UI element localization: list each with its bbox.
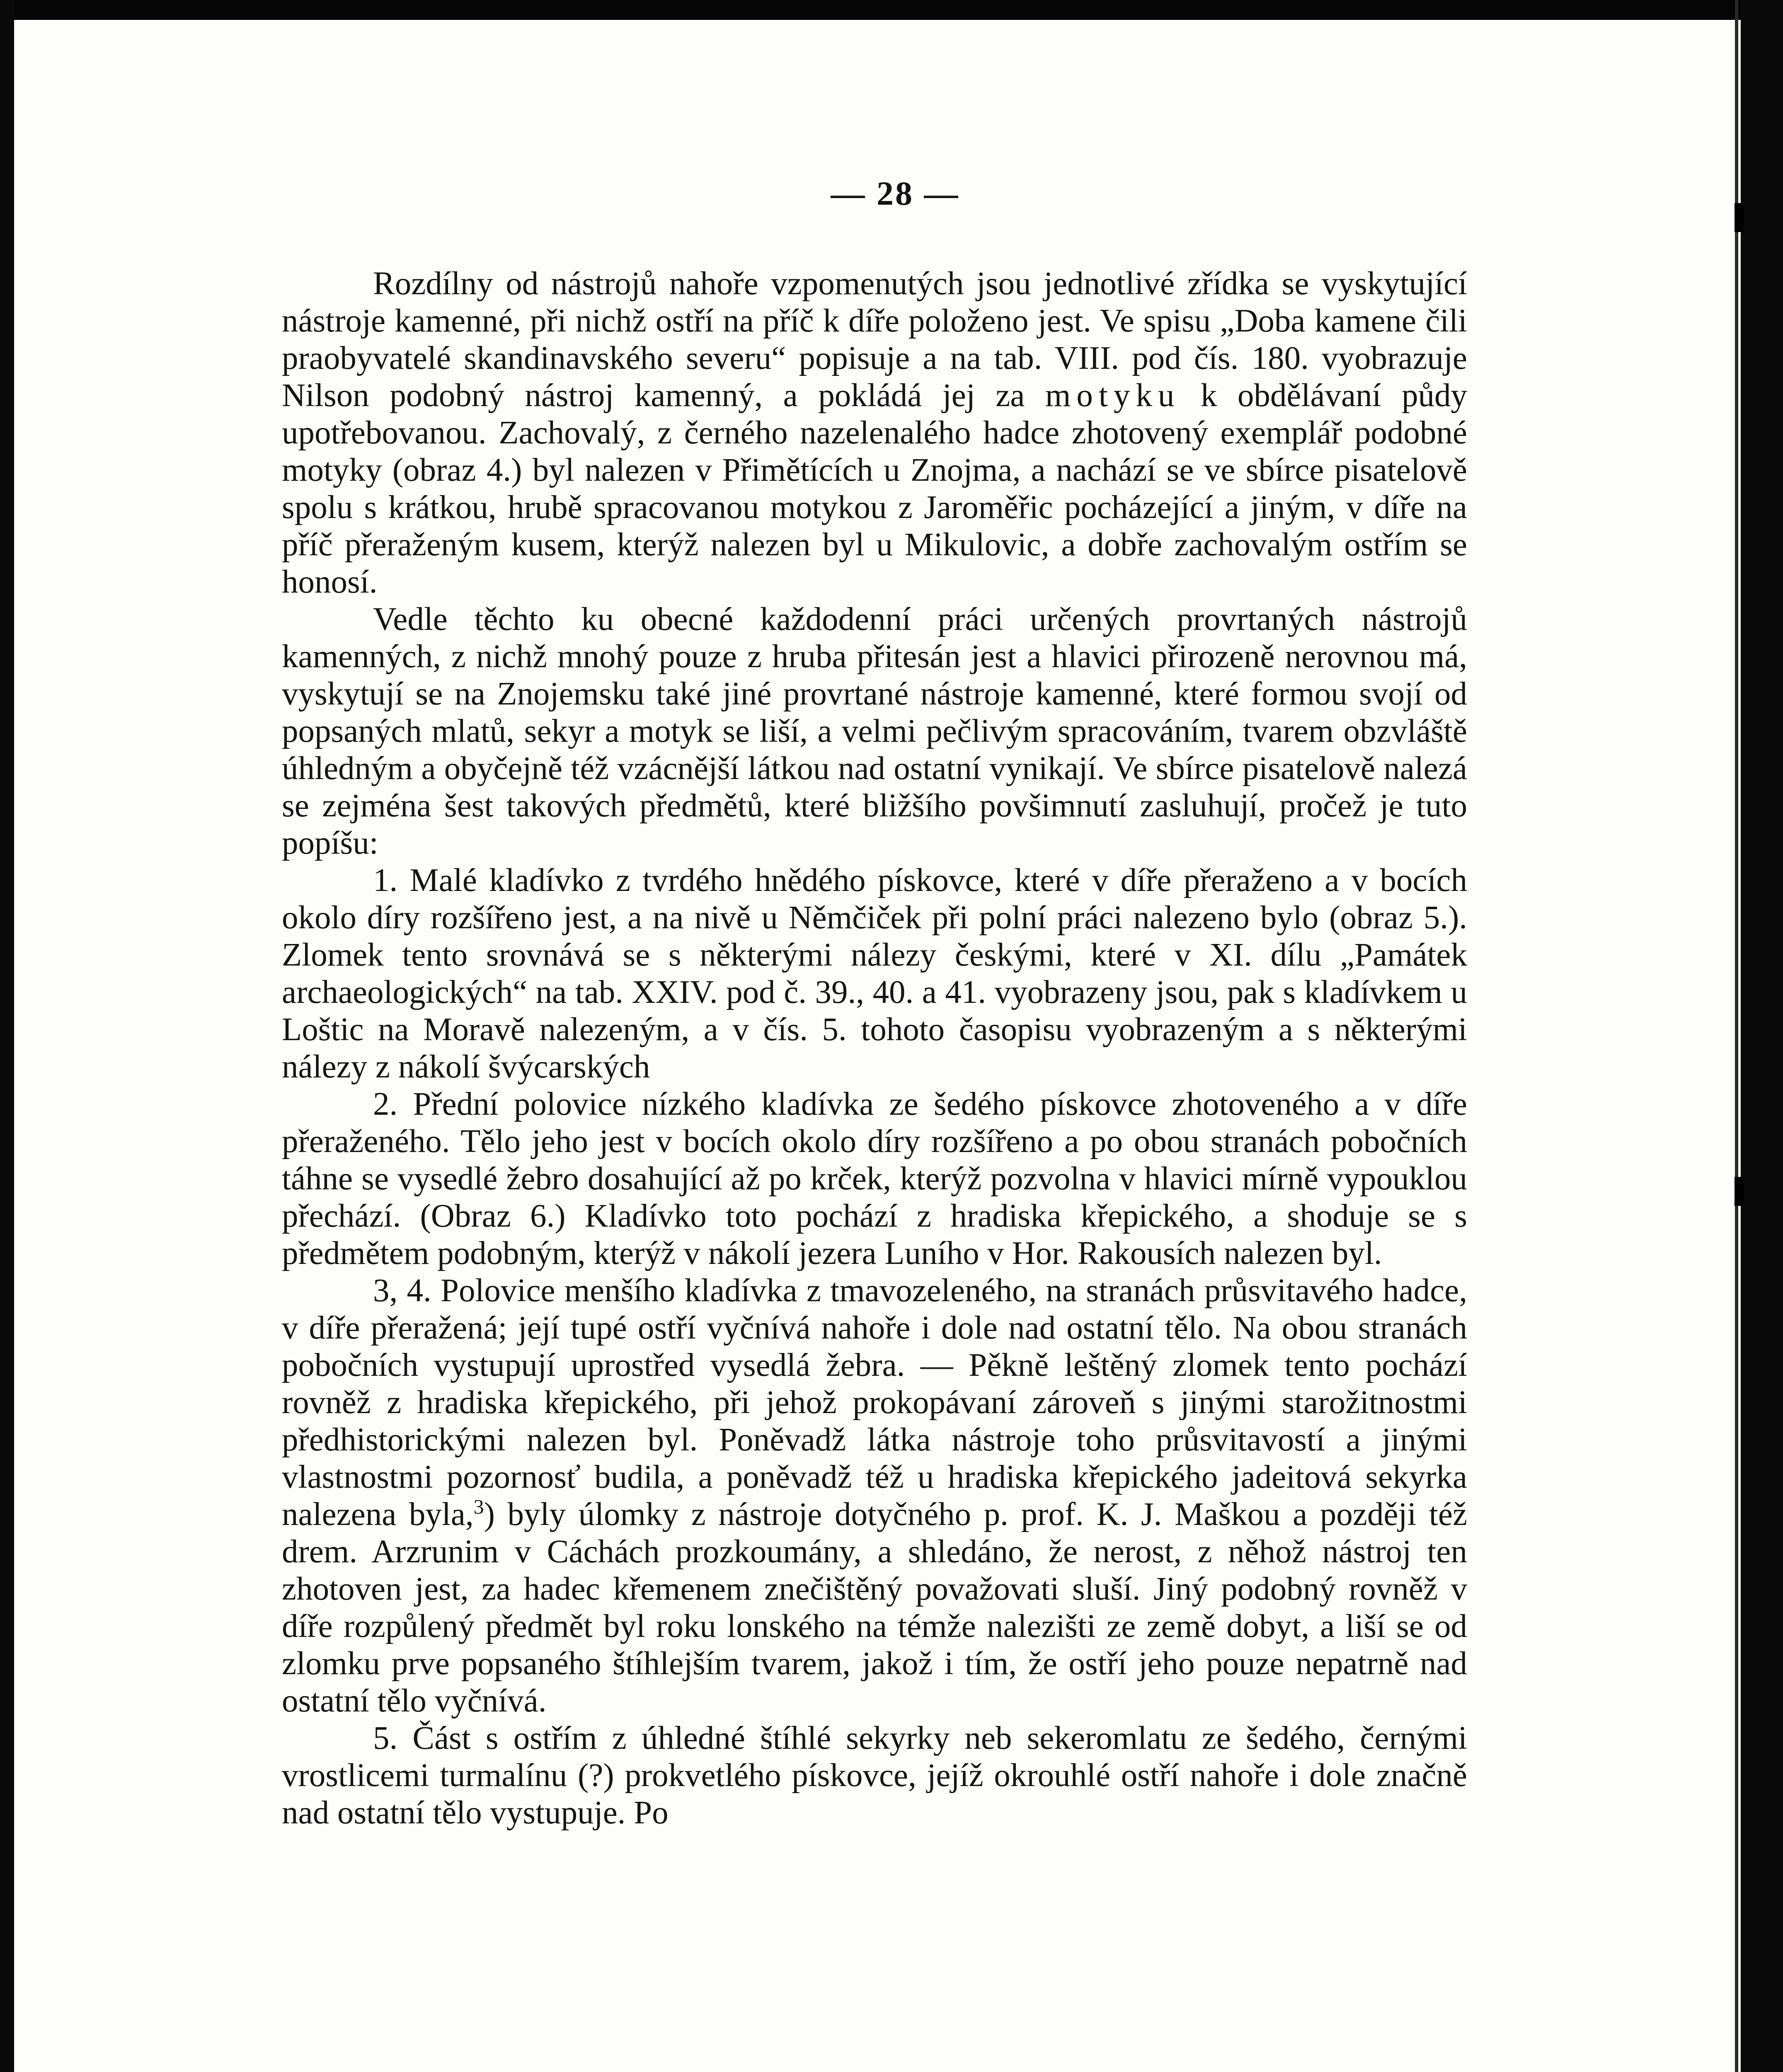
paragraph: 3, 4. Polovice menšího kladívka z tmavozeleného, na stranách průsvitavého hadce, v díře přeražená; její tupé ostří vyčnívá nahoře i dole nad ostatní tělo. Na obou stranách pobočních vystupují uprostřed vysedlá žebra. — Pěkně leštěný zlomek tento pochází rovněž z hradiska křepického, při jehož prokopávaní zároveň s jinými starožitnostmi předhistorickými nalezen byl. Poněvadž látka nástroje toho průsvitavostí a jinými vlastnostmi pozornosť budila, a poněvadž též u hradiska křepického jadeitová sekyrka nalezena byla,$^3$) byly úlomky z nástroje dotyčného p. prof. K. J. Maškou a později též drem. Arzrunim v Cáchách prozkoumány, a shledáno, že nerost, z něhož nástroj ten zhotoven jest, za hadec křemenem znečištěný považovati sluší. Jiný podobný rovněž v díře rozpůlený předmět byl roku lonského na témže nalezišti ze země dobyt, a liší se od zlomku prve popsaného štíhlejším tvarem, jakož i tím, že ostří jeho pouze nepatrně nad ostatní tělo vyčnívá.	[282, 1273, 1468, 1719]
scan-edge-top	[0, 0, 1783, 20]
page-number: — 28 —	[831, 174, 960, 212]
paragraph: Vedle těchto ku obecné každodenní práci určených provrtaných nástrojů kamenných, z nichž mnohý pouze z hruba přitesán jest a hlavici přirozeně nerovnou má, vyskytují se na Znojemsku také jiné provrtané nástroje kamenné, které formou svojí od popsaných mlatů, sekyr a motyk se liší, a velmi pečlivým spracováním, tvarem obzvláště úhledným a obyčejně též vzácnější látkou nad ostatní vynikají. Ve sbírce pisatelově nalezá se zejména šest takových předmětů, které bližšího povšimnutí zasluhují, pročež je tuto popíšu:	[282, 601, 1467, 861]
emphasized-word: motyku	[1045, 378, 1180, 414]
footnote-reference: 3	[473, 1495, 484, 1518]
scan-edge-left	[0, 0, 14, 2072]
paragraph: 2. Přední polovice nízkého kladívka ze šedého pískovce zhotoveného a v díře přeraženého. Tělo jeho jest v bocích okolo díry rozšířeno a po obou stranách pobočních táhne se vysedlé žebro dosahující až po krček, kterýž pozvolna v hlavici mírně vypouklou přechází. (Obraz 6.) Kladívko toto pochází z hradiska křepického, a shoduje se s předmětem podobným, kterýž v nákolí jezera Luního v Hor. Rakousích nalezen byl.	[282, 1086, 1467, 1271]
binding-mark	[1735, 1177, 1744, 1206]
body-text	[282, 265, 1467, 1832]
paragraph: Rozdílny od nástrojů nahoře vzpomenutých jsou jednotlivé zřídka se vyskytující nástroje kamenné, při nichž ostří na příč k díře položeno jest. Ve spisu „Doba kamene čili praobyvatelé skandinavského severu“ popisuje a na tab. VIII. pod čís. 180. vyobrazuje Nilson podobný nástroj kamenný, a pokládá jej za motyku k obdělávaní půdy upotřebovanou. Zachovalý, z černého nazelenalého hadce zhotovený exemplář podobné motyky (obraz 4.) byl nalezen v Přimětících u Znojma, a nachází se ve sbírce pisatelově spolu s krátkou, hrubě spracovanou motykou z Jaroměřic pocházející a jiným, v díře na příč přeraženým kusem, kterýž nalezen byl u Mikulovic, a dobře zachovalým ostřím se honosí.	[282, 266, 1468, 600]
scan-edge-right	[1741, 0, 1783, 2072]
scan-edge-right-line	[1735, 0, 1738, 2072]
binding-mark	[1735, 203, 1744, 232]
paragraph: 5. Část s ostřím z úhledné štíhlé sekyrky neb sekeromlatu ze šedého, černými vrostlicemi turmalínu (?) prokvetlého pískovce, jejíž okrouhlé ostří nahoře i dole značně nad ostatní tělo vystupuje. Po	[282, 1720, 1467, 1831]
paragraph: 1. Malé kladívko z tvrdého hnědého pískovce, které v díře přeraženo a v bocích okolo díry rozšířeno jest, a na nivě u Němčiček při polní práci nalezeno bylo (obraz 5.). Zlomek tento srovnává se s některými nálezy českými, které v XI. dílu „Památek archaeologických“ na tab. XXIV. pod č. 39., 40. a 41. vyobrazeny jsou, pak s kladívkem u Loštic na Moravě nalezeným, a v čís. 5. tohoto časopisu vyobrazeným a s některými nálezy z nákolí švýcarských	[282, 862, 1467, 1085]
